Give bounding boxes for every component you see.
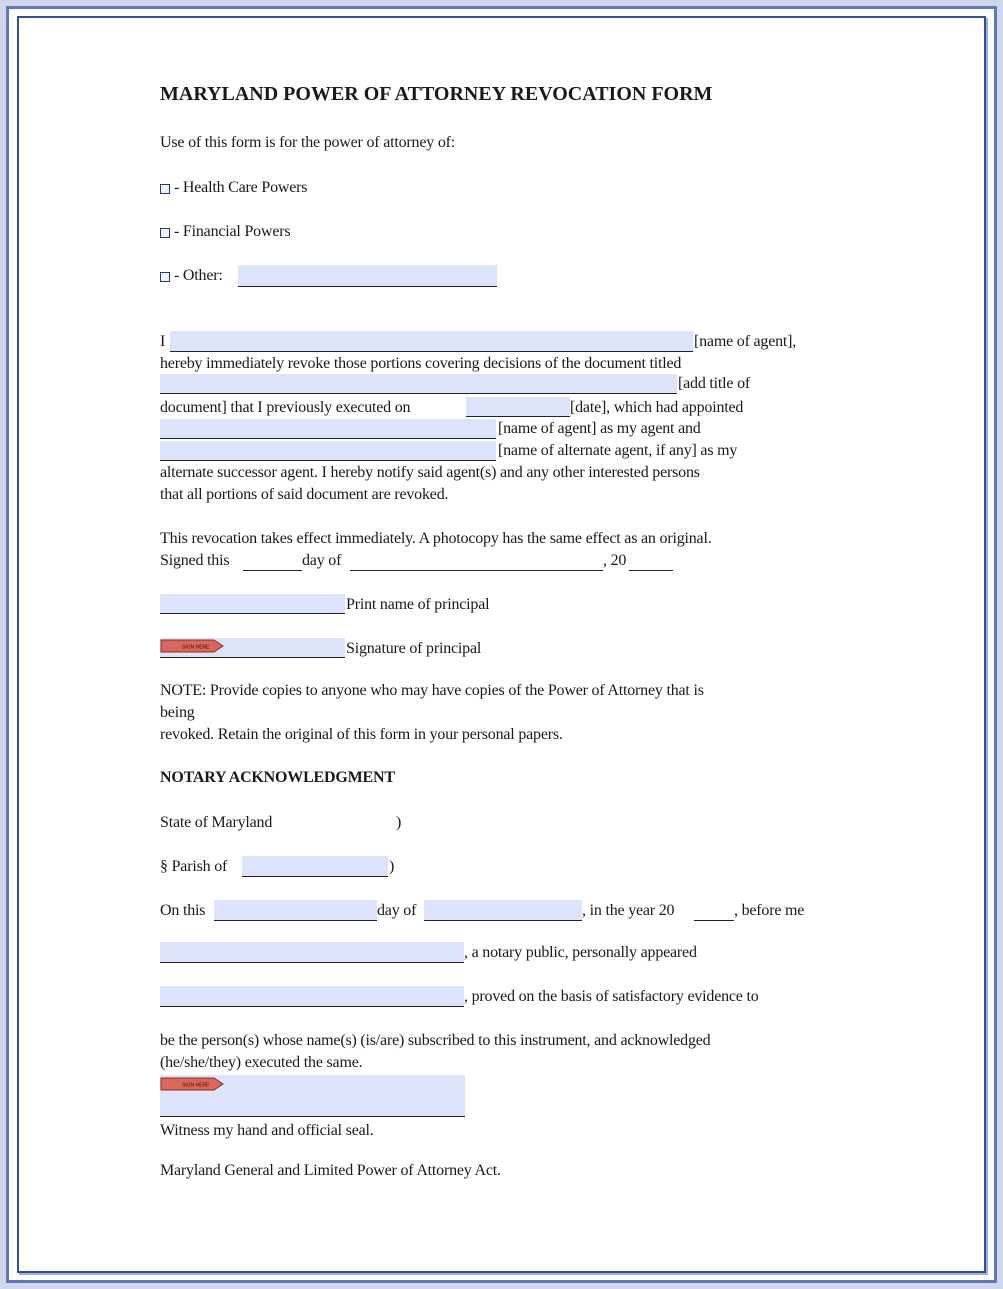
note-line-3: revoked. Retain the original of this form in your personal papers. xyxy=(160,726,563,743)
text-before-me: , before me xyxy=(734,902,805,919)
executed-date-field[interactable] xyxy=(466,397,570,417)
text-on-this: On this xyxy=(160,902,206,919)
notary-sign-here-text: SIGN HERE xyxy=(182,1082,210,1089)
sign-here-tag-icon xyxy=(160,639,224,653)
note-line-2: being xyxy=(160,704,195,721)
notary-year-field[interactable] xyxy=(694,901,734,921)
text-notary-public: , a notary public, personally appeared xyxy=(464,944,697,961)
text-witness: Witness my hand and official seal. xyxy=(160,1122,374,1139)
notary-month-field[interactable] xyxy=(424,900,582,921)
health-care-label: - Health Care Powers xyxy=(174,179,308,196)
text-agent-line: [name of agent] as my agent and xyxy=(498,420,701,437)
appeared-person-field[interactable] xyxy=(160,986,464,1007)
other-label: - Other: xyxy=(174,267,223,284)
text-successor-line: alternate successor agent. I hereby notify said agent(s) and any other interested persons xyxy=(160,464,700,481)
text-proved: , proved on the basis of satisfactory evidence to xyxy=(464,988,759,1005)
text-person-line-2: (he/she/they) executed the same. xyxy=(160,1054,363,1071)
document-title-field[interactable] xyxy=(160,374,677,394)
sign-here-text: SIGN HERE xyxy=(182,644,210,651)
text-state-paren: ) xyxy=(396,814,402,831)
other-field[interactable] xyxy=(238,265,497,287)
text-print-name: Print name of principal xyxy=(346,596,490,613)
text-revoked-line: that all portions of said document are revoked. xyxy=(160,486,449,503)
signed-month-field[interactable] xyxy=(350,551,603,571)
text-signature: Signature of principal xyxy=(346,640,482,657)
intro-text: Use of this form is for the power of attorney of: xyxy=(160,134,456,151)
text-state: State of Maryland xyxy=(160,814,273,831)
financial-label: - Financial Powers xyxy=(174,223,291,240)
text-signed-this: Signed this xyxy=(160,552,230,569)
text-day-of: day of xyxy=(302,552,342,569)
parish-field[interactable] xyxy=(242,856,388,877)
signed-day-field[interactable] xyxy=(243,551,302,571)
text-in-year: , in the year 20 xyxy=(582,902,675,919)
agent-name-field[interactable] xyxy=(160,419,496,439)
signed-year-field[interactable] xyxy=(629,551,673,571)
text-notary-day-of: day of xyxy=(377,902,417,919)
financial-checkbox[interactable] xyxy=(160,228,170,238)
text-add-title: [add title of xyxy=(678,375,751,392)
notary-heading: NOTARY ACKNOWLEDGMENT xyxy=(160,769,395,786)
text-i: I xyxy=(160,333,166,350)
health-care-checkbox[interactable] xyxy=(160,184,170,194)
notary-day-field[interactable] xyxy=(214,900,377,921)
text-effect: This revocation takes effect immediately. A photocopy has the same effect as an original. xyxy=(160,530,712,547)
text-date-appointed: [date], which had appointed xyxy=(570,399,744,416)
text-executed-on: document] that I previously executed on xyxy=(160,399,411,416)
text-alternate-line: [name of alternate agent, if any] as my xyxy=(498,442,738,459)
alternate-agent-field[interactable] xyxy=(160,441,496,461)
text-name-of-agent: [name of agent], xyxy=(694,333,797,350)
text-person-line-1: be the person(s) whose name(s) (is/are) subscribed to this instrument, and acknowledged xyxy=(160,1032,711,1049)
principal-name-field[interactable] xyxy=(170,331,693,352)
text-parish-close: ) xyxy=(389,858,395,875)
text-year-prefix: , 20 xyxy=(603,552,627,569)
note-line-1: NOTE: Provide copies to anyone who may have copies of the Power of Attorney that is xyxy=(160,682,704,699)
document-title: MARYLAND POWER OF ATTORNEY REVOCATION FORM xyxy=(160,83,713,105)
text-act: Maryland General and Limited Power of Attorney Act. xyxy=(160,1162,501,1179)
notary-sign-here-tag-icon xyxy=(160,1077,224,1091)
text-parish: § Parish of xyxy=(160,858,228,875)
text-revoke-line: hereby immediately revoke those portions covering decisions of the document titled xyxy=(160,355,682,372)
notary-public-name-field[interactable] xyxy=(160,942,464,963)
other-checkbox[interactable] xyxy=(160,272,170,282)
principal-print-name-field[interactable] xyxy=(160,594,345,614)
